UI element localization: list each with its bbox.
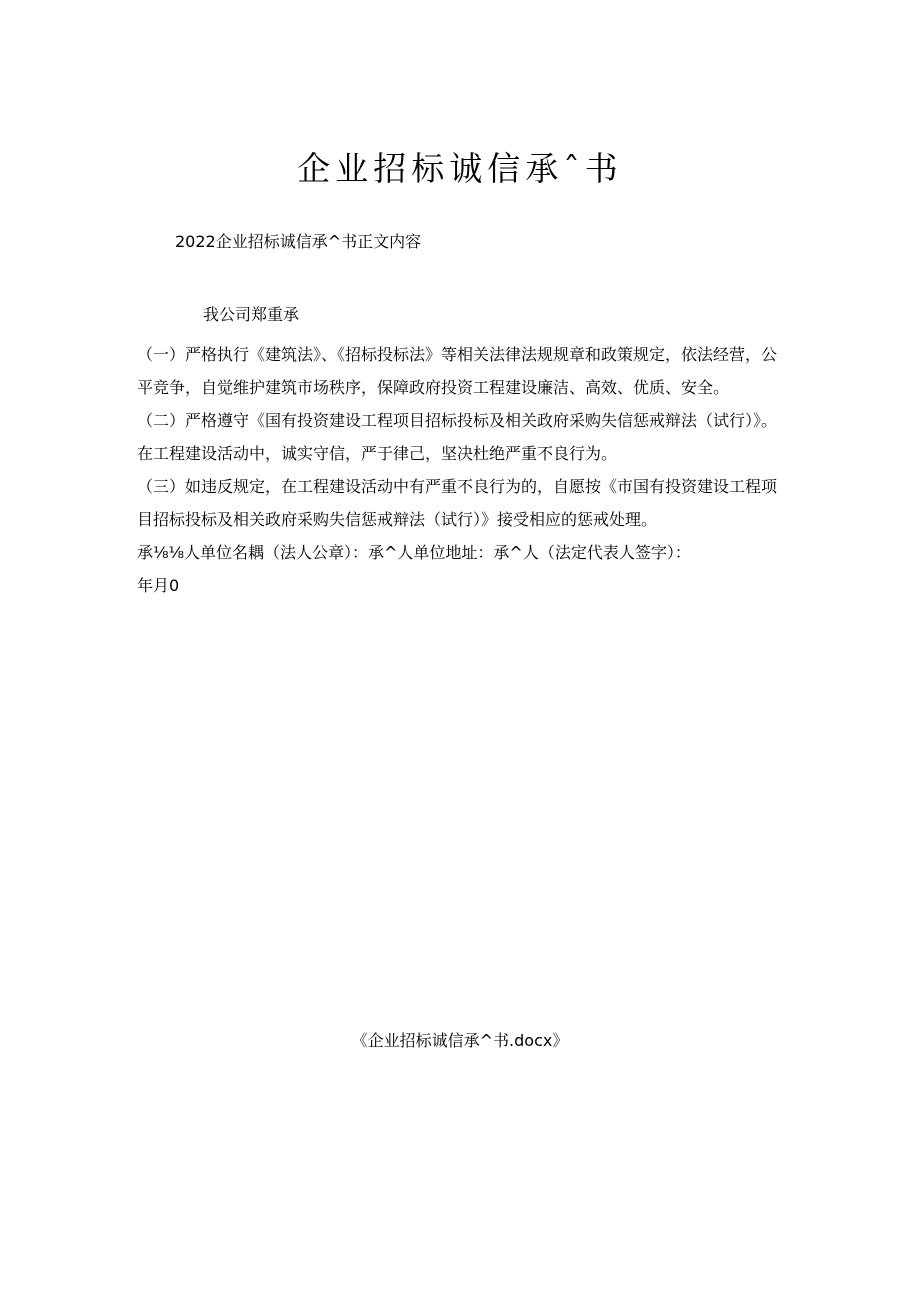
clause-two-continuation: 在工程建设活动中，诚实守信，严于律己，坚决杜绝严重不良行为。 xyxy=(137,444,618,463)
clause-two: （二）严格遵守《国有投资建设工程项目招标投标及相关政府采购失信惩戒辩法（试行）》。 xyxy=(137,411,778,430)
document-body xyxy=(137,338,787,602)
clause-three: （三）如违反规定，在工程建设活动中有严重不良行为的，自愿按《市国有投资建设工程项目招标投标及相关政府采购失信惩戒辩法（试行）》接受相应的惩戒处理。 xyxy=(137,477,778,529)
document-subtitle: 2022企业招标诚信承^书正文内容 xyxy=(175,232,422,251)
clause-one: （一）严格执行《建筑法》、《招标投标法》等相关法律法规规章和政策规定，依法经营，公平竞争，自觉维护建筑市场秩序，保障政府投资工程建设廉洁、高效、优质、安全。 xyxy=(137,345,778,397)
document-file-reference: 《企业招标诚信承^书.docx》 xyxy=(351,1031,569,1050)
intro-line: 我公司郑重承 xyxy=(203,305,300,324)
signature-fields: 承⅛⅛人单位名耦（法人公章）：承^人单位地址：承^人（法定代表人签字）： xyxy=(137,543,691,562)
document-title: 企业招标诚信承ˆ书 xyxy=(297,149,623,188)
date-line: 年月0 xyxy=(137,576,180,595)
